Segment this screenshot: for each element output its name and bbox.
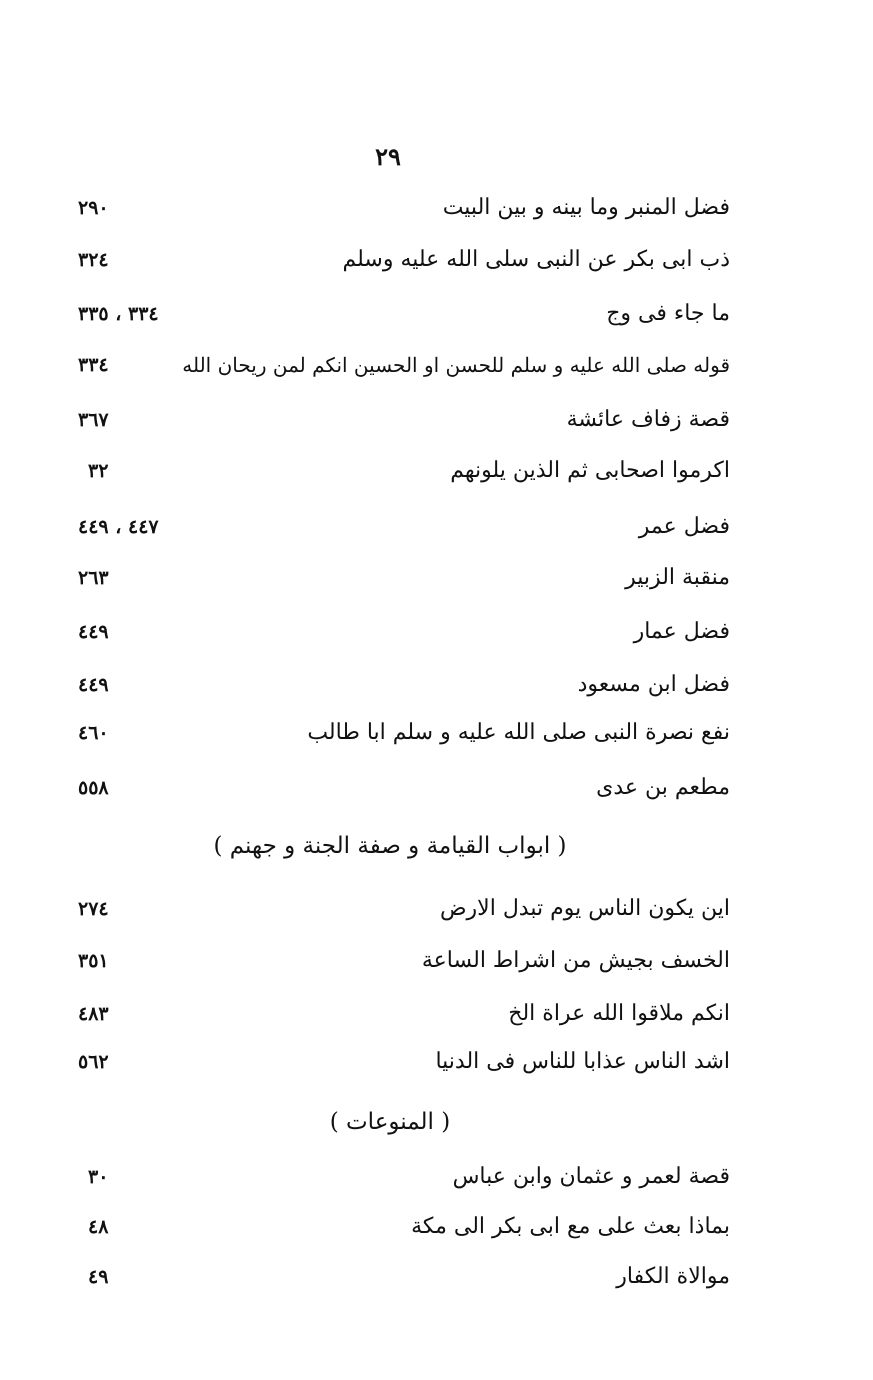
section-heading: ( ابواب القيامة و صفة الجنة و جهنم ) bbox=[213, 833, 567, 859]
entry-page-number: ٣٢ bbox=[88, 460, 109, 482]
index-entry bbox=[70, 1042, 730, 1082]
entry-page-number: ٣٣٤ bbox=[78, 354, 109, 376]
entry-page-number: ٣٥١ bbox=[78, 950, 109, 972]
index-entry bbox=[70, 665, 730, 705]
index-entry bbox=[70, 294, 730, 334]
entry-title: اشد الناس عذابا للناس فى الدنيا bbox=[435, 1049, 730, 1074]
index-entry bbox=[70, 612, 730, 652]
entry-page-number: ٤٤٩ bbox=[78, 674, 109, 696]
entry-title: قصة زفاف عائشة bbox=[566, 407, 730, 432]
index-entry bbox=[70, 1257, 730, 1297]
index-entry bbox=[70, 994, 730, 1034]
entry-page-number: ٤٦٠ bbox=[78, 722, 109, 744]
entry-page-number: ٤٤٧ ، ٤٤٩ bbox=[78, 516, 159, 538]
index-entry bbox=[70, 558, 730, 598]
entry-page-number: ٤٨٣ bbox=[78, 1003, 109, 1025]
entry-title: فضل المنبر وما بينه و بين البيت bbox=[442, 195, 730, 220]
entry-title: منقبة الزبير bbox=[625, 565, 730, 590]
entry-title: موالاة الكفار bbox=[616, 1264, 730, 1289]
entry-title: مطعم بن عدى bbox=[596, 775, 730, 800]
index-entry bbox=[70, 507, 730, 547]
entry-page-number: ٢٦٣ bbox=[78, 567, 109, 589]
entry-page-number: ٣٣٤ ، ٣٣٥ bbox=[78, 303, 159, 325]
entry-title: ذب ابى بكر عن النبى سلى الله عليه وسلم bbox=[342, 247, 730, 272]
entry-title: فضل عمار bbox=[633, 619, 730, 644]
entry-page-number: ٥٥٨ bbox=[78, 777, 109, 799]
index-entry bbox=[70, 1157, 730, 1197]
index-entry bbox=[70, 941, 730, 981]
index-entry bbox=[70, 451, 730, 491]
entry-page-number: ٤٨ bbox=[88, 1216, 109, 1238]
entry-title: بماذا بعث على مع ابى بكر الى مكة bbox=[411, 1214, 730, 1239]
index-entry bbox=[70, 713, 730, 753]
index-entry bbox=[70, 400, 730, 440]
section-heading: ( المنوعات ) bbox=[329, 1109, 451, 1135]
entry-page-number: ٣٢٤ bbox=[78, 249, 109, 271]
index-entry bbox=[70, 889, 730, 929]
entry-title: قصة لعمر و عثمان وابن عباس bbox=[452, 1164, 730, 1189]
entry-title: فضل ابن مسعود bbox=[577, 672, 730, 697]
entry-title: قوله صلى الله عليه و سلم للحسن او الحسين انكم لمن ريحان الله bbox=[182, 353, 730, 377]
index-entry bbox=[70, 240, 730, 280]
entry-title: فضل عمر bbox=[638, 514, 730, 539]
entry-title: نفع نصرة النبى صلى الله عليه و سلم ابا طالب bbox=[307, 720, 730, 745]
entry-page-number: ٥٦٢ bbox=[78, 1051, 109, 1073]
entry-page-number: ٢٩٠ bbox=[78, 197, 109, 219]
entry-page-number: ٣٠ bbox=[88, 1166, 109, 1188]
entry-title: الخسف بجيش من اشراط الساعة bbox=[421, 948, 730, 973]
index-entry bbox=[70, 1207, 730, 1247]
entry-page-number: ٣٦٧ bbox=[78, 409, 109, 431]
entry-title: اكرموا اصحابى ثم الذين يلونهم bbox=[450, 458, 730, 483]
entry-page-number: ٢٧٤ bbox=[78, 898, 109, 920]
entry-page-number: ٤٩ bbox=[88, 1266, 109, 1288]
index-entry bbox=[70, 768, 730, 808]
entry-title: اين يكون الناس يوم تبدل الارض bbox=[439, 896, 730, 921]
index-entry bbox=[70, 345, 730, 385]
entry-title: انكم ملاقوا الله عراة الخ bbox=[508, 1001, 730, 1026]
index-entry bbox=[70, 188, 730, 228]
entry-title: ما جاء فى وج bbox=[606, 301, 730, 326]
entry-page-number: ٤٤٩ bbox=[78, 621, 109, 643]
page-number: ٢٩ bbox=[375, 142, 401, 171]
